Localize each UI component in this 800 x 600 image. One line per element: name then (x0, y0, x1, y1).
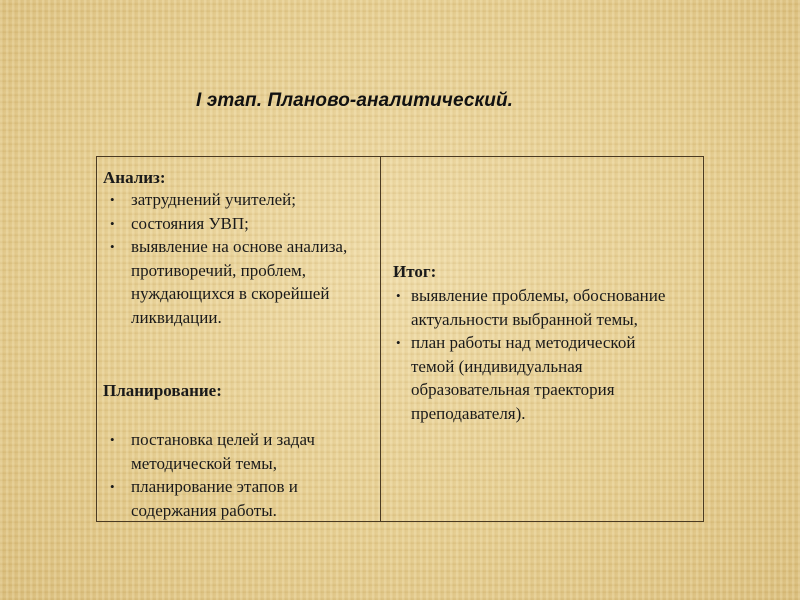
list-item: • состояния УВП; (103, 212, 380, 236)
bullet-icon: • (110, 239, 115, 254)
list-item: • затруднений учителей; (103, 188, 380, 212)
bullet-icon: • (110, 479, 115, 494)
left-column (97, 157, 381, 521)
bullet-icon: • (396, 335, 401, 350)
planning-heading: Планирование: (103, 381, 222, 400)
list-item: • планирование этапов и содержания работы. (110, 477, 298, 520)
list-item: • постановка целей и задач методической темы, (110, 430, 315, 473)
bullet-icon: • (110, 432, 115, 447)
analysis-list (103, 188, 380, 329)
bullet-icon: • (110, 215, 115, 231)
bullet-icon: • (396, 288, 401, 303)
right-column (381, 157, 703, 521)
bullet-icon: • (110, 192, 115, 207)
analysis-heading: Анализ: (103, 168, 166, 187)
planning-list (103, 428, 380, 522)
list-item: • выявление проблемы, обоснование актуальности выбранной темы, (396, 286, 666, 329)
stage-table (96, 156, 704, 522)
list-item: • план работы над методической темой (индивидуальная образовательная траектория преподавателя). (396, 333, 636, 423)
slide-title: I этап. Планово-аналитический. (196, 90, 514, 111)
result-list (389, 284, 703, 425)
list-item: • выявление на основе анализа, противоречий, проблем, нуждающихся в скорейшей ликвидации. (110, 237, 348, 327)
result-heading: Итог: (393, 262, 437, 281)
